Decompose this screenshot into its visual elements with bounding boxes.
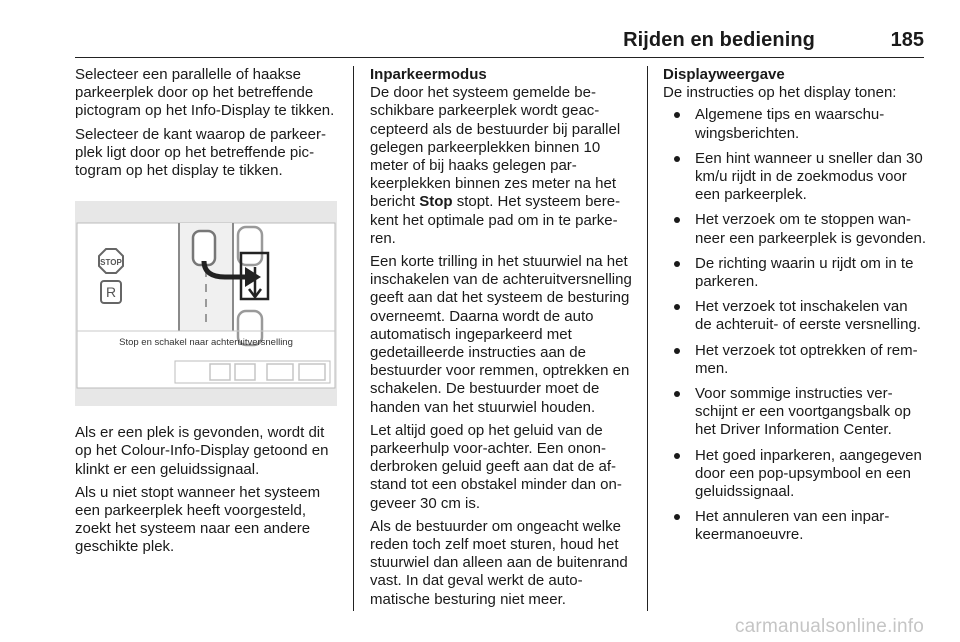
header-rule [75,57,924,58]
display-illustration [75,201,337,406]
list-item: Het annuleren van een inparkeermanoeuvre. [663,508,928,544]
display-caption: Stop en schakel naar achteruitversnelling [119,337,293,349]
parking-display-drawing [75,201,337,406]
list-item: De richting waarin u rijdt om in te parkeren. [663,255,928,291]
list-item: Het goed inparkeren, aangegeven door een pop-upsymbool en een geluidssignaal. [663,447,928,502]
section-title: Rijden en bediening [623,29,815,51]
paragraph [370,84,635,248]
column-divider-1 [353,66,354,611]
paragraph: Selecteer de kant waarop de parkeerplek ligt door op het betreffende pictogram op het display te tikken. [75,125,326,180]
watermark: carmanualsonline.info [734,616,924,637]
column-divider-2 [647,66,648,611]
paragraph: Een korte trilling in het stuurwiel na het inschakelen van de achteruitversnelling geeft aan dat het systeem de besturing overneemt. Daarna wordt de auto automatisch ingeparkeerd met gedetailleerde instructies aan de bestuurder voor remmen, optrekken en schakelen. De bestuurder moet de handen van het stuurwiel houden. [370,253,632,416]
list-item: Algemene tips en waarschuwingsberichten. [663,106,928,142]
stop-sign-text: STOP [100,258,122,268]
reverse-gear-text: R [105,284,117,301]
paragraph: Als er een plek is gevonden, wordt dit op het Colour-Info-Display getoond en klinkt er een geluidssignaal. [75,424,329,478]
column-2 [370,66,635,614]
paragraph: Selecteer een parallelle of haakse parkeerplek door op het betreffende pictogram op het Info-Display te tikken. [75,66,335,120]
subheading-displayweergave: Displayweergave [663,66,785,83]
paragraph: Als de bestuurder om ongeacht welke reden toch zelf moet sturen, houd het stuurwiel dan alleen aan de buitenrand vast. In dat geval werkt de automatische besturing niet meer. [370,517,628,608]
list-item: Voor sommige instructies verschijnt er een voortgangsbalk op het Driver Information Center. [663,385,928,440]
bullet-list [663,106,928,544]
own-car-icon [193,231,215,265]
list-item: Het verzoek om te stoppen wanneer een parkeerplek is gevonden. [663,211,928,247]
list-item: Een hint wanneer u sneller dan 30 km/u rijdt in de zoekmodus voor een parkeerplek. [663,150,928,205]
list-item: Het verzoek tot inschakelen van de achteruit- of eerste versnelling. [663,298,928,334]
paragraph: Let altijd goed op het geluid van de parkeerhulp voor-achter. Een ononderbroken geluid geeft aan dat de afstand tot een obstakel minder dan ongeveer 30 cm is. [370,421,622,512]
page-number: 185 [890,29,924,51]
column-1 [75,66,337,562]
text-run: De door het systeem gemelde beschikbare parkeerplek wordt geaccepteerd als de bestuurder bij parallel gelegen parkeerplekken binnen 10 meter of bij haaks gelegen parkeerplekken binnen zes meter na het bericht [370,84,621,211]
text-run: stopt. Het systeem berekent het optimale pad om in te parkeren. [370,193,621,247]
paragraph: Als u niet stopt wanneer het systeem een parkeerplek heeft voorgesteld, zoekt het systeem naar een andere geschikte plek. [75,483,321,556]
intro-line: De instructies op het display tonen: [663,84,897,102]
subheading-inparkeermodus: Inparkeermodus [370,66,487,83]
column-3 [663,66,928,552]
stop-keyword: Stop [419,193,453,211]
list-item: Het verzoek tot optrekken of remmen. [663,342,928,378]
